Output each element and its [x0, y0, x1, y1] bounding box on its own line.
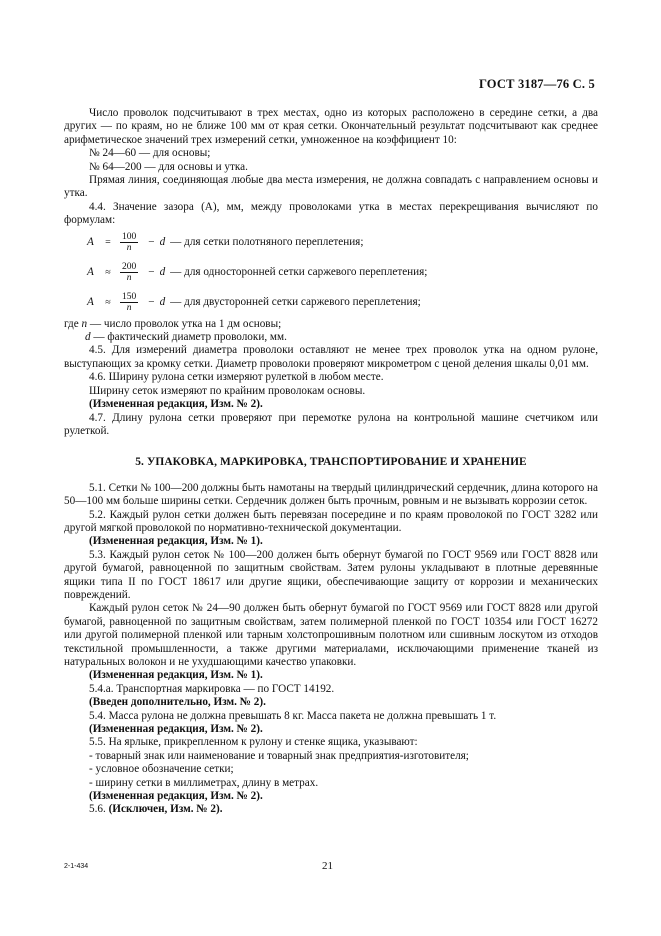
paragraph-5-3-b: Каждый рулон сеток № 24—90 должен быть обернут бумагой по ГОСТ 9569 или ГОСТ 8828 или другой бумагой, равноценной по защитным свойствам, затем полимерной пленкой по ГОСТ 10354 или ГОСТ 16272 или другой полимерной пленкой или тарным холстопрошивным полотном или сшивным лоскутом из отходов текстильной промышленности, а также другими материалами, исключающими применение тканей из натуральных волокон и не ухудшающими качество упаковки. [64, 602, 598, 668]
formula-fraction [120, 292, 138, 313]
paragraph-4-4: 4.4. Значение зазора (A), мм, между проволоками утка в местах перекрещивания вычисляют по формулам: [64, 200, 598, 227]
amendment-note: (Введен дополнительно, Изм. № 2). [89, 696, 266, 709]
formula-relation: ≈ [105, 266, 111, 278]
fraction-numerator: 150 [122, 292, 137, 303]
definition-variable: d [85, 331, 91, 344]
print-code: 2-1-434 [64, 863, 89, 870]
amendment-note: (Исключен, Изм. № 2). [108, 803, 223, 816]
formula-minus: − [148, 265, 155, 278]
definition-prefix: где [64, 317, 82, 330]
definition-d [64, 331, 598, 344]
formula-lhs: A [87, 235, 94, 248]
paragraph-wire-count: Число проволок подсчитывают в трех местах, одно из которых расположено в середине сетки, а два других — по краям, но не ближе 100 мм от края сетки. Окончательный результат подсчитывают как среднее арифметическое значений трех измерений сетки, умноженное на коэффициент 10: [64, 107, 598, 146]
paragraph-5-3: 5.3. Каждый рулон сеток № 100—200 должен быть обернут бумагой по ГОСТ 9569 или ГОСТ 8828 или другой бумагой, равноценной по защитным свойствам. Затем рулоны укладывают в плотные деревянные ящики типа II по ГОСТ 18617 или другие ящики, обеспечивающие защиту от коррозии и механических повреждений. [64, 548, 598, 601]
definition-n [64, 318, 598, 331]
list-item: - товарный знак или наименование и товарный знак предприятия-изготовителя; [89, 749, 469, 762]
fraction-numerator: 100 [122, 232, 137, 243]
list-item-warp: № 24—60 — для основы; [89, 147, 211, 160]
paragraph-5-2: 5.2. Каждый рулон сетки должен быть перевязан посередине и по краям проволокой по ГОСТ 3282 или другой мягкой проволокой по нормативно-технической документации. [64, 508, 598, 534]
formula-two-sided-twill [64, 288, 598, 318]
formula-plain-weave [64, 228, 598, 258]
formula-relation: ≈ [105, 296, 111, 308]
paragraph-4-7: 4.7. Длину рулона сетки проверяют при перемотке рулона на контрольной машине счетчиком или рулеткой. [64, 411, 598, 437]
formula-lhs: A [87, 295, 94, 308]
definition-text: — число проволок утка на 1 дм основы; [87, 317, 282, 330]
section-title: 5. УПАКОВКА, МАРКИРОВКА, ТРАНСПОРТИРОВАНИЕ И ХРАНЕНИЕ [135, 456, 527, 469]
formula-relation: = [105, 236, 111, 248]
formula-description: — для двусторонней сетки саржевого переплетения; [170, 295, 421, 308]
paragraph-5-1: 5.1. Сетки № 100—200 должны быть намотаны на твердый цилиндрический сердечник, длина которого на 50—100 мм больше ширины сетки. Сердечник должен быть прочным, ровным и не вызывать коррозии сеток. [64, 481, 598, 508]
paragraph-5-6 [64, 803, 598, 816]
formula-fraction [120, 262, 138, 283]
formula-minus: − [148, 235, 155, 248]
amendment-note: (Измененная редакция, Изм. № 1). [89, 669, 263, 682]
fraction-numerator: 200 [122, 262, 137, 273]
formula-description: — для сетки полотняного переплетения; [170, 235, 364, 248]
fraction-denominator: n [126, 243, 132, 254]
amendment-note: (Измененная редакция, Изм. № 1). [89, 535, 263, 548]
formula-one-sided-twill [64, 258, 598, 288]
amendment-note: (Измененная редакция, Изм. № 2). [89, 790, 263, 803]
paragraph-prefix: 5.6. [89, 803, 109, 816]
paragraph-4-6-b: Ширину сеток измеряют по крайним проволокам основы. [89, 384, 366, 397]
paragraph-5-5: 5.5. На ярлыке, прикрепленном к рулону и стенке ящика, указывают: [89, 736, 418, 749]
formula-fraction [120, 232, 138, 253]
formula-lhs: A [87, 265, 94, 278]
document-body [64, 107, 598, 817]
definition-text: — фактический диаметр проволоки, мм. [90, 331, 287, 344]
page-number: 21 [322, 860, 333, 872]
list-item-warp-weft: № 64—200 — для основы и утка. [89, 160, 248, 173]
page-header: ГОСТ 3187—76 С. 5 [478, 77, 595, 91]
list-item: - ширину сетки в миллиметрах, длину в метрах. [89, 776, 319, 789]
paragraph-line-direction: Прямая линия, соединяющая любые два места измерения, не должна совпадать с направлением основы и утка. [64, 174, 598, 200]
formula-variable: d [159, 265, 166, 278]
formula-variable: d [159, 235, 166, 248]
formula-variable: d [159, 295, 166, 308]
paragraph-5-4-a: 5.4.а. Транспортная маркировка — по ГОСТ 14192. [89, 682, 335, 695]
paragraph-4-6: 4.6. Ширину рулона сетки измеряют рулеткой в любом месте. [89, 371, 384, 384]
amendment-note: (Измененная редакция, Изм. № 2). [89, 723, 263, 736]
paragraph-4-5: 4.5. Для измерений диаметра проволоки оставляют не менее трех проволок утка на одном рулоне, выступающих за кромку сетки. Диаметр проволоки проверяют микрометром с ценой деления шкалы 0,01 мм. [64, 344, 598, 370]
formula-description: — для односторонней сетки саржевого переплетения; [170, 265, 428, 278]
fraction-denominator: n [126, 303, 132, 314]
variable-definitions [64, 318, 598, 345]
list-item: - условное обозначение сетки; [89, 763, 234, 776]
formula-minus: − [148, 295, 155, 308]
definition-variable: n [81, 317, 88, 330]
fraction-denominator: n [126, 273, 132, 284]
amendment-note: (Измененная редакция, Изм. № 2). [89, 398, 263, 411]
paragraph-5-4: 5.4. Масса рулона не должна превышать 8 кг. Масса пакета не должна превышать 1 т. [89, 709, 497, 722]
